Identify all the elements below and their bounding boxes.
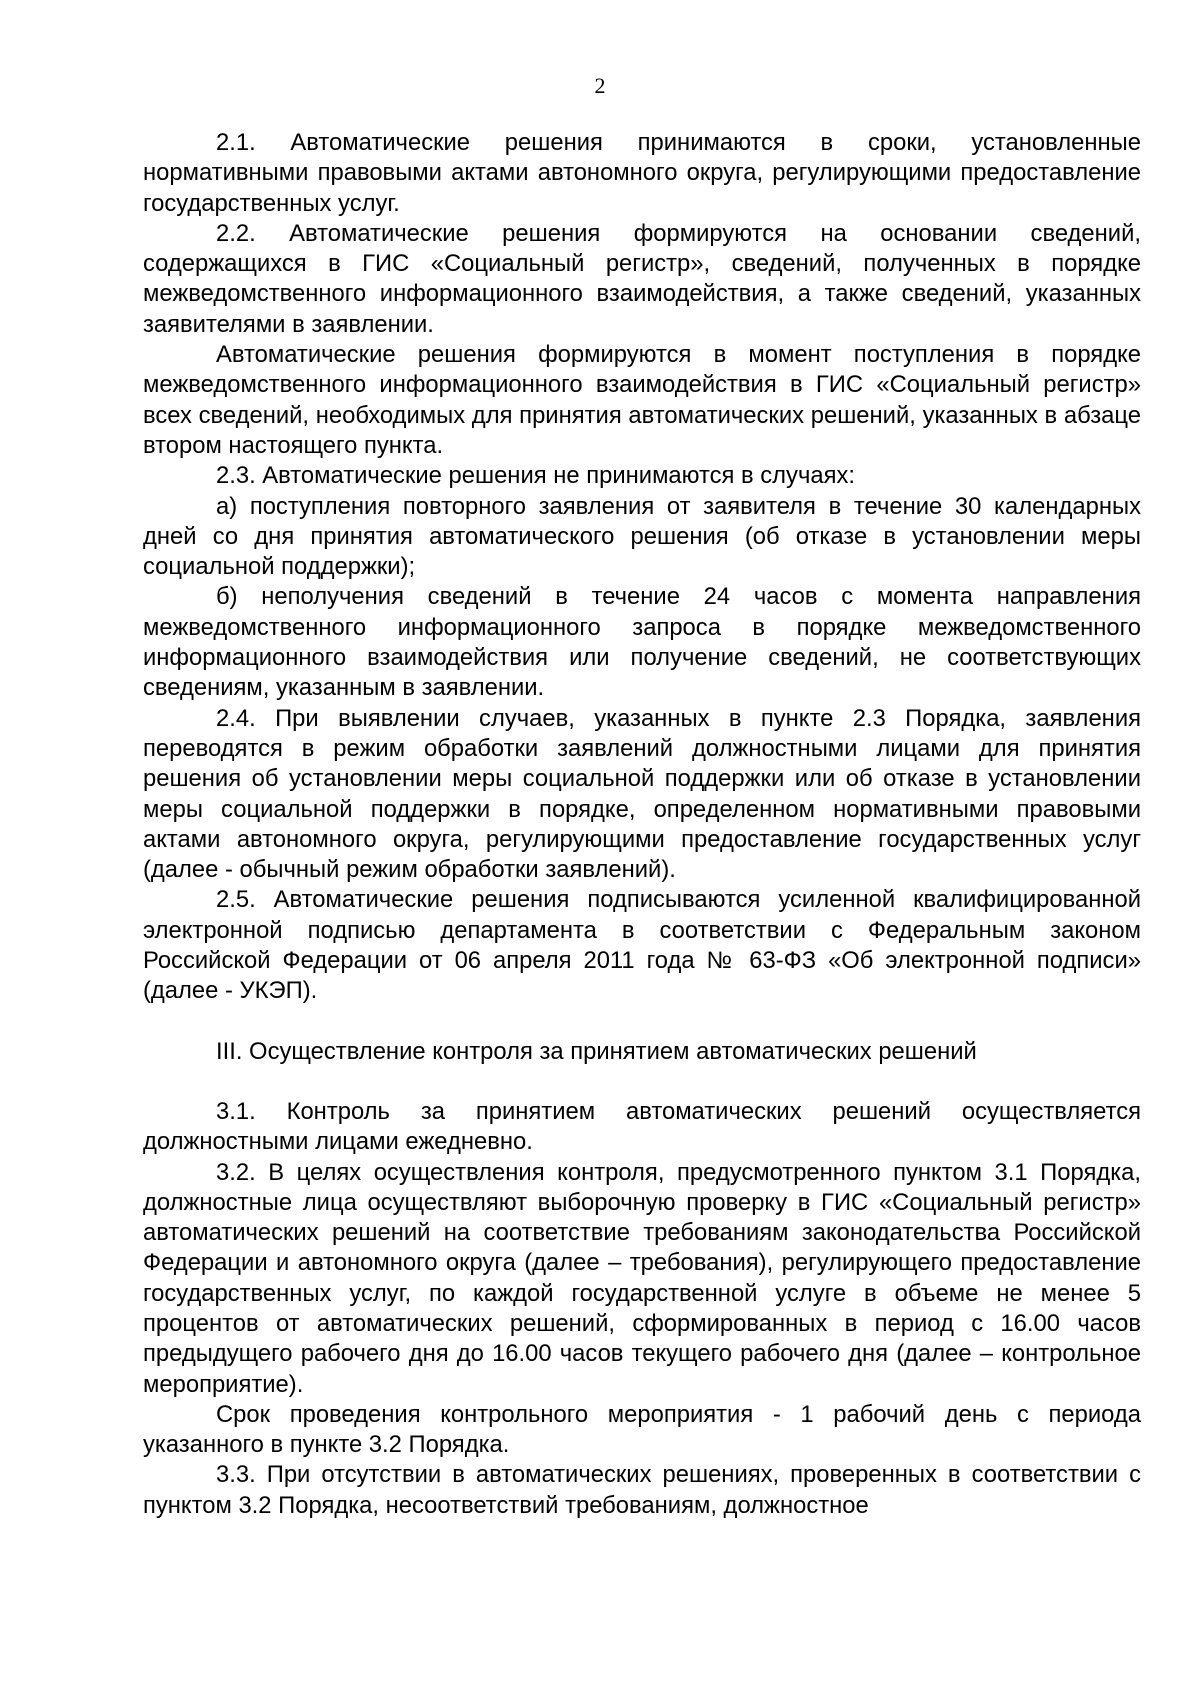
paragraph-2-3-a: а) поступления повторного заявления от заявителя в течение 30 календарных дней со дня принятия автоматического решения (об отказе в установлении меры социальной поддержки);: [143, 492, 1141, 581]
paragraph-3-3: 3.3. При отсутствии в автоматических решениях, проверенных в соответствии с пунктом 3.2 Порядка, несоответствий требованиям, должностное: [143, 1461, 1141, 1519]
paragraph-2-2: 2.2. Автоматические решения формируются на основании сведений, содержащихся в ГИС «Социальный регистр», сведений, полученных в порядке межведомственного информационного взаимодействия, а также сведений, указанных заявителями в заявлении.: [143, 219, 1141, 338]
paragraph-2-2-second: Автоматические решения формируются в момент поступления в порядке межведомственного информационного взаимодействия в ГИС «Социальный регистр» всех сведений, необходимых для принятия автоматических решений, указанных в абзаце втором настоящего пункта.: [143, 341, 1141, 459]
paragraph-2-5: 2.5. Автоматические решения подписываются усиленной квалифицированной электронной подписью департамента в соответствии с Федеральным законом Российской Федерации от 06 апреля 2011 года № 63-ФЗ «Об электронной подписи» (далее - УКЭП).: [143, 886, 1141, 1005]
section-heading: III. Осуществление контроля за принятием автоматических решений: [216, 1037, 977, 1065]
page-number: 2: [594, 73, 606, 98]
paragraph-2-1: 2.1. Автоматические решения принимаются в сроки, установленные нормативными правовыми актами автономного округа, регулирующими предоставление государственных услуг.: [143, 129, 1141, 217]
document-body: [143, 128, 1141, 1521]
paragraph-2-4: 2.4. При выявлении случаев, указанных в пункте 2.3 Порядка, заявления переводятся в режим обработки заявлений должностными лицами для принятия решения об установлении меры социальной поддержки или об отказе в установлении меры социальной поддержки в порядке, определенном нормативными правовыми актами автономного округа, регулирующими предоставление государственных услуг (далее - обычный режим обработки заявлений).: [143, 704, 1141, 884]
paragraph-3-2-deadline: Срок проведения контрольного мероприятия - 1 рабочий день с периода указанного в пункте 3.2 Порядка.: [143, 1400, 1141, 1459]
paragraph-2-3-b: б) неполучения сведений в течение 24 часов с момента направления межведомственного информационного запроса в порядке межведомственного информационного взаимодействия или получение сведений, не соответствующих сведениям, указанным в заявлении.: [143, 583, 1141, 702]
paragraph-3-2: 3.2. В целях осуществления контроля, предусмотренного пунктом 3.1 Порядка, должностные лица осуществляют выборочную проверку в ГИС «Социальный регистр» автоматических решений на соответствие требованиям законодательства Российской Федерации и автономного округа (далее – требования), регулирующего предоставление государственных услуг, по каждой государственной услуге в объеме не менее 5 процентов от автоматических решений, сформированных в период с 16.00 часов предыдущего рабочего дня до 16.00 часов текущего рабочего дня (далее – контрольное мероприятие).: [143, 1158, 1141, 1398]
paragraph-2-3: 2.3. Автоматические решения не принимаются в случаях:: [216, 462, 855, 490]
paragraph-3-1: 3.1. Контроль за принятием автоматических решений осуществляется должностными лицами ежедневно.: [143, 1097, 1141, 1156]
